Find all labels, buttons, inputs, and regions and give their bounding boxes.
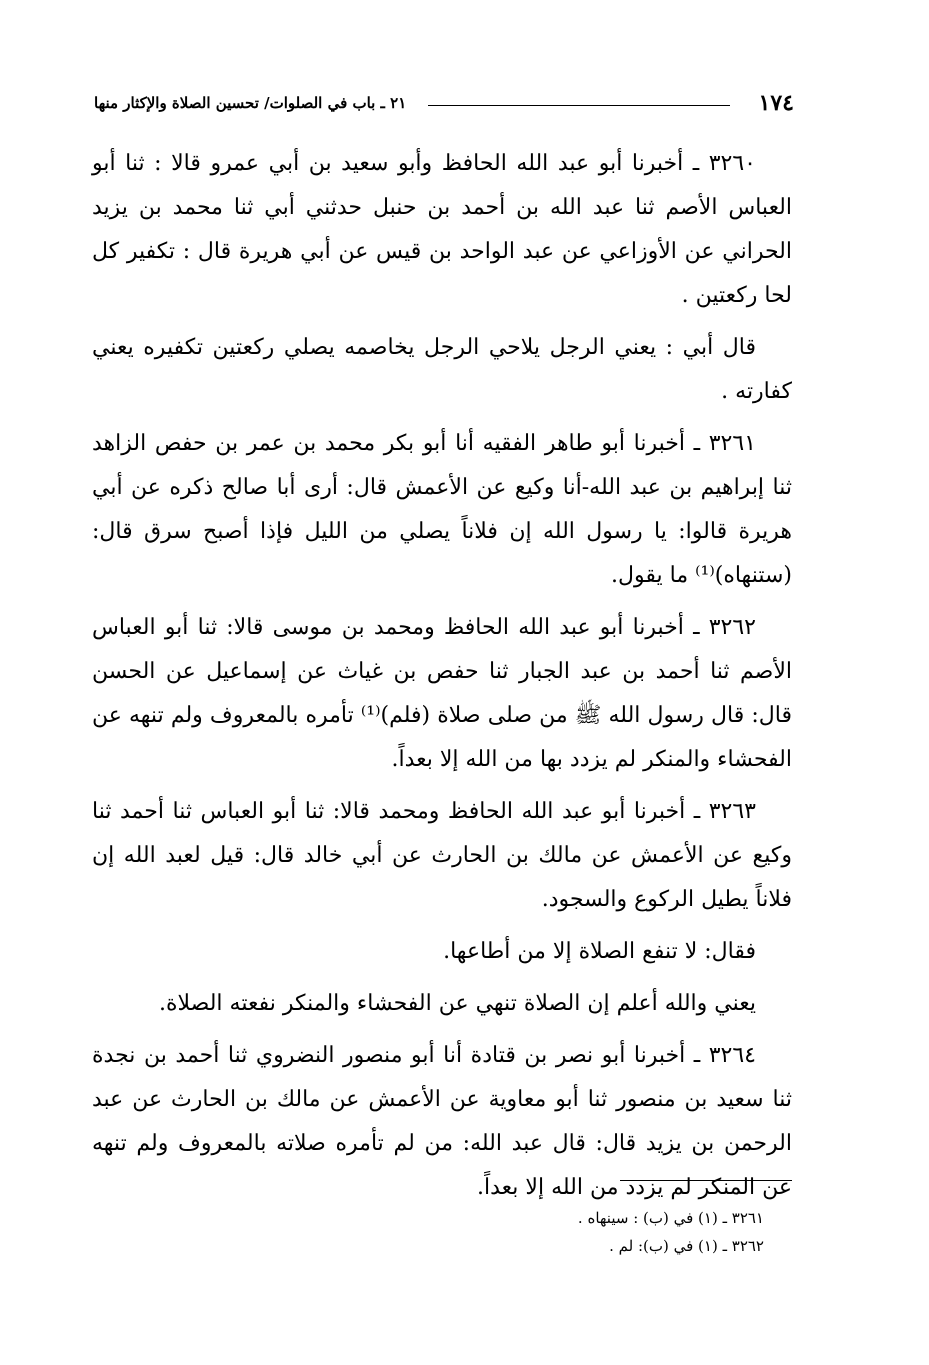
main-text: [92, 142, 792, 1218]
hadith-3263: ٣٢٦٣ ـ أخبرنا أبو عبد الله الحافظ ومحمد قالا: ثنا أبو العباس ثنا أحمد ثنا وكيع عن الأعمش عن مالك بن الحارث عن أبي خالد قال: قيل لعبد الله إن فلاناً يطيل الركوع والسجود.: [92, 799, 792, 912]
footnote-rule: [620, 1180, 792, 1181]
running-header: [94, 90, 794, 120]
footnote-3262: ٣٢٦٢ ـ (١) في (ب): لم .: [609, 1237, 764, 1255]
quote-paragraph: فقال: لا تنفع الصلاة إلا من أطاعها.: [443, 939, 756, 964]
commentary-paragraph-2: يعني والله أعلم إن الصلاة تنهي عن الفحشاء والمنكر نفعته الصلاة.: [159, 991, 756, 1016]
header-rule: [428, 105, 730, 106]
chapter-title: ٢١ ـ باب في الصلوات/ تحسين الصلاة والإكثار منها: [94, 94, 407, 112]
footnote-3261: ٣٢٦١ ـ (١) في (ب) : سينهاه .: [577, 1209, 764, 1227]
hadith-3260: ٣٢٦٠ ـ أخبرنا أبو عبد الله الحافظ وأبو سعيد بن أبي عمرو قالا : ثنا أبو العباس الأصم ثنا عبد الله بن أحمد بن حنبل حدثني أبي ثنا محمد بن يزيد الحراني عن الأوزاعي عن عبد الواحد بن قيس عن أبي هريرة قال : تكفير كل لحا ركعتين .: [92, 151, 792, 308]
hadith-3261: ٣٢٦١ ـ أخبرنا أبو طاهر الفقيه أنا أبو بكر محمد بن عمر بن حفص الزاهد ثنا إبراهيم بن عبد الله-أنا وكيع عن الأعمش قال: أرى أبا صالح ذكره عن أبي هريرة قالوا: يا رسول الله إن فلاناً يصلي من الليل فإذا أصبح سرق قال: (ستنهاه)⁽¹⁾ ما يقول.: [92, 431, 792, 588]
hadith-3264: ٣٢٦٤ ـ أخبرنا أبو نصر بن قتادة أنا أبو منصور النضروي ثنا أحمد بن نجدة ثنا سعيد بن منصور ثنا أبو معاوية عن الأعمش عن مالك بن الحارث عن عبد الرحمن بن يزيد قال: قال عبد الله: من لم تأمره صلاته بالمعروف ولم تنهه عن المنكر لم يزدد من الله إلا بعداً.: [92, 1043, 792, 1200]
commentary-paragraph: قال أبي : يعني الرجل يلاحي الرجل يخاصمه يصلي ركعتين تكفيره يعني كفارته .: [92, 335, 792, 404]
footnotes: [500, 1204, 792, 1260]
page-number: ١٧٤: [758, 90, 794, 116]
hadith-3262: ٣٢٦٢ ـ أخبرنا أبو عبد الله الحافظ ومحمد بن موسى قالا: ثنا أبو العباس الأصم ثنا أحمد بن عبد الجبار ثنا حفص بن غياث عن إسماعيل عن الحسن قال: قال رسول الله ﷺ من صلى صلاة (فلم)⁽¹⁾ تأمره بالمعروف ولم تنهه عن الفحشاء والمنكر لم يزدد بها من الله إلا بعداً.: [92, 615, 792, 772]
